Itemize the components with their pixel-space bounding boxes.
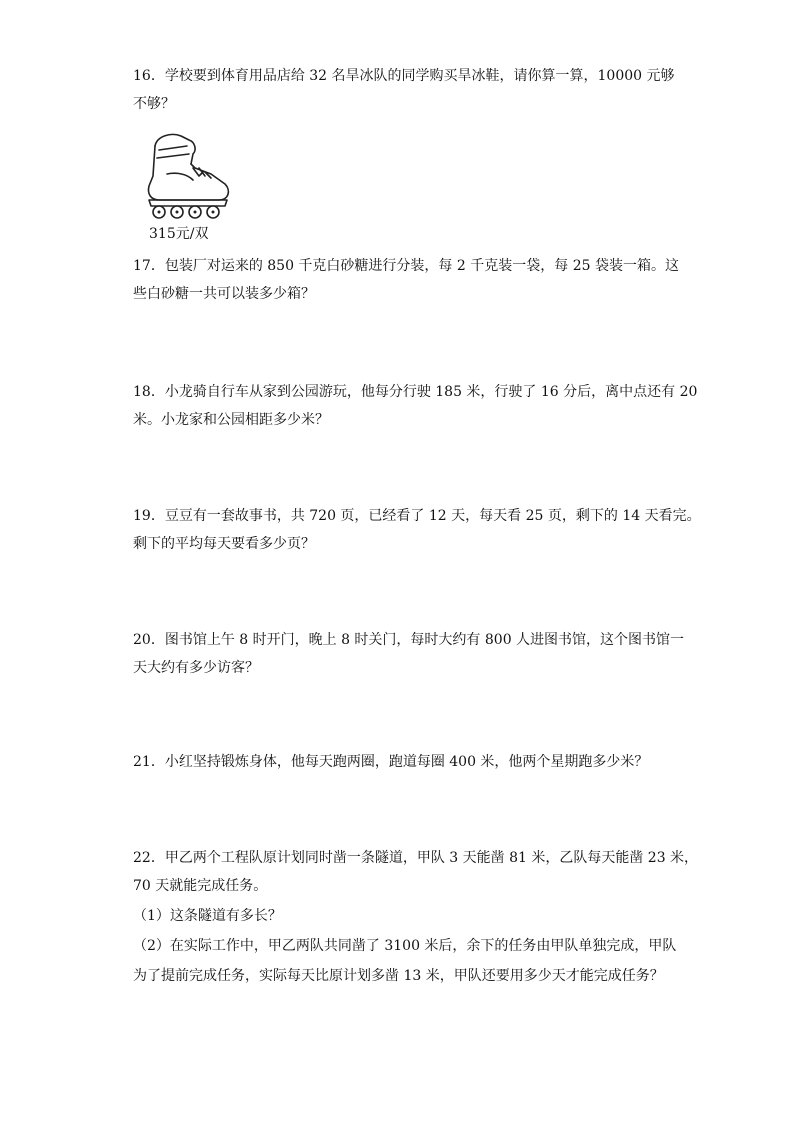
problem-17-text-cont: 些白砂糖一共可以装多少箱？ bbox=[133, 286, 315, 302]
problem-20-text-cont: 天大约有多少访客？ bbox=[133, 660, 259, 676]
skate-price-label: 315元/双 bbox=[149, 226, 209, 242]
inline-skate-illustration bbox=[137, 124, 237, 220]
problem-16-text-cont: 不够？ bbox=[133, 96, 175, 112]
problem-17-text: 17．包装厂对运来的 850 千克白砂糖进行分装，每 2 千克装一袋，每 25 袋装一箱。这 bbox=[133, 258, 679, 274]
problem-22-subquestion-2: （2）在实际工作中，甲乙两队共同凿了 3100 米后，余下的任务由甲队单独完成，甲队 bbox=[133, 938, 677, 954]
problem-21-text: 21．小红坚持锻炼身体，他每天跑两圈，跑道每圈 400 米，他两个星期跑多少米？ bbox=[133, 754, 649, 770]
problem-19-text: 19．豆豆有一套故事书，共 720 页，已经看了 12 天，每天看 25 页，剩下的 14 天看完。 bbox=[133, 508, 701, 524]
problem-20-text: 20．图书馆上午 8 时开门，晚上 8 时关门，每时大约有 800 人进图书馆，这个图书馆一 bbox=[133, 632, 685, 648]
problem-18-text-cont: 米。小龙家和公园相距多少米？ bbox=[133, 412, 329, 428]
problem-22-subquestion-2-cont: 为了提前完成任务，实际每天比原计划多凿 13 米，甲队还要用多少天才能完成任务？ bbox=[133, 968, 664, 984]
problem-22-text: 22．甲乙两个工程队原计划同时凿一条隧道，甲队 3 天能凿 81 米，乙队每天能凿 23 米， bbox=[133, 850, 699, 866]
problem-22-subquestion-1: （1）这条隧道有多长？ bbox=[133, 908, 282, 924]
problem-16-text: 16．学校要到体育用品店给 32 名旱冰队的同学购买旱冰鞋，请你算一算，10000 元够 bbox=[133, 68, 675, 84]
problem-18-text: 18．小龙骑自行车从家到公园游玩，他每分行驶 185 米，行驶了 16 分后，离中点还有 20 bbox=[133, 384, 698, 400]
problem-19-text-cont: 剩下的平均每天要看多少页？ bbox=[133, 536, 315, 552]
problem-22-text-cont: 70 天就能完成任务。 bbox=[133, 878, 268, 894]
